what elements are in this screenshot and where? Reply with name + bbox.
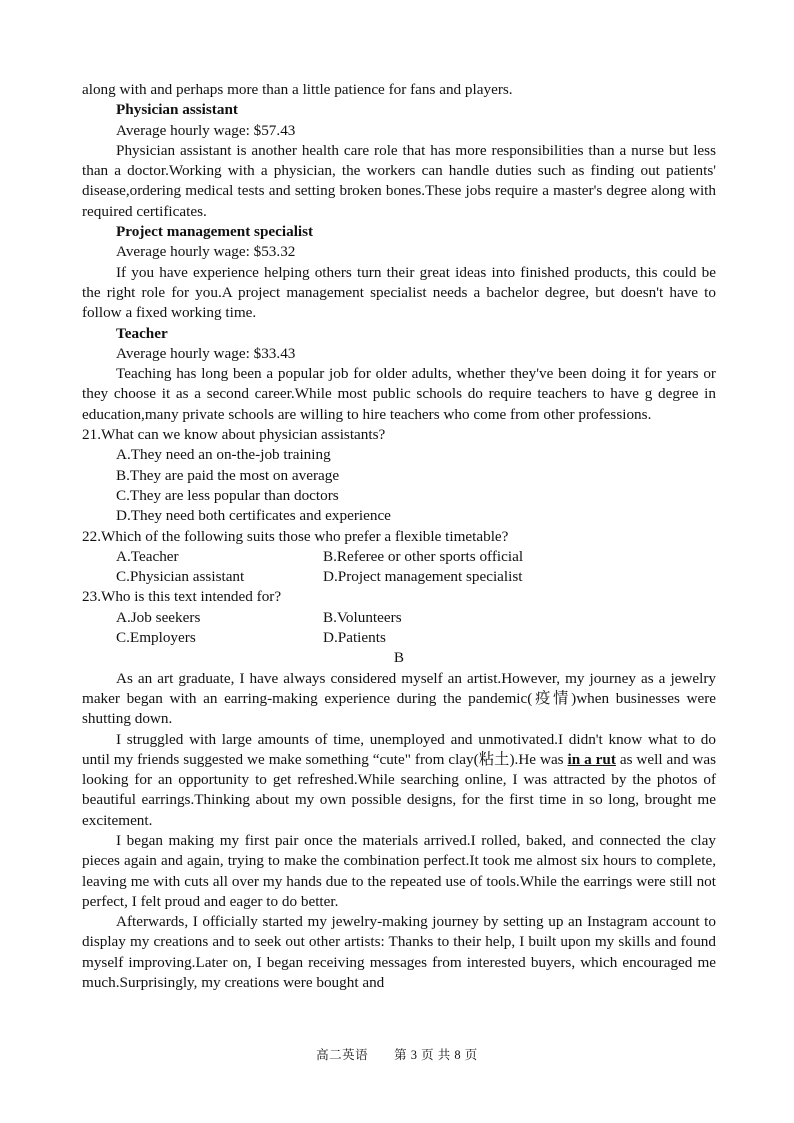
underlined-phrase: in a rut (567, 750, 616, 768)
passage-b-paragraph-4: Afterwards, I officially started my jewelry-making journey by setting up an Instagram account to display my creations and to seek out other artists: Thanks to their help, I built upon my skills and found myself improving.Later on, I began receiving messages from interested buyers, which encouraged me much.Surprisingly, my creations were bought and (82, 913, 716, 992)
question-22-stem: 22.Which of the following suits those who prefer a flexible timetable? (82, 527, 509, 545)
passage-b-paragraph-2-end: as well and was looking for an opportunity to get refreshed.While searching online, I was attracted by the photos of beautiful earrings.Thinking about my own possible designs, for the first time in so long, brought me excitement. (82, 750, 716, 829)
section-b-label: B (393, 649, 405, 667)
question-21-option-c: C.They are less popular than doctors (116, 486, 339, 504)
page-content (82, 80, 716, 993)
question-22-option-c: C.Physician assistant (116, 568, 245, 586)
question-23-option-d: D.Patients (323, 629, 386, 647)
job-wage-teacher: Average hourly wage: $33.43 (116, 344, 296, 362)
question-23-option-a: A.Job seekers (116, 608, 201, 626)
question-23-option-b: B.Volunteers (323, 608, 402, 626)
question-21-option-a: A.They need an on-the-job training (116, 446, 331, 464)
passage-b-paragraph-2 (82, 730, 716, 831)
job-title-physician-assistant: Physician assistant (116, 101, 238, 119)
question-22-option-b: B.Referee or other sports official (323, 547, 524, 565)
question-23-options-row-2 (82, 628, 716, 648)
question-23-option-c: C.Employers (116, 629, 196, 647)
question-23-stem: 23.Who is this text intended for? (82, 588, 282, 606)
question-21-stem: 21.What can we know about physician assistants? (82, 426, 386, 444)
job-description-physician-assistant: Physician assistant is another health care role that has more responsibilities than a nurse but less than a doctor.Working with a physician, the workers can handle duties such as finding out patients' disease,ordering medical tests and setting broken bones.These jobs require a master's degree along with required certificates. (82, 141, 716, 220)
question-21-option-d: D.They need both certificates and experience (116, 507, 391, 525)
job-description-teacher: Teaching has long been a popular job for older adults, whether they've been doing it for years or they choose it as a second career.While most public schools do require teachers to have g degree in education,many private schools are willing to hire teachers who come from other professions. (82, 365, 716, 423)
passage-b-paragraph-1: As an art graduate, I have always considered myself an artist.However, my journey as a jewelry maker began with an earring-making experience during the pandemic(疫情)when businesses were shutting down. (82, 669, 716, 728)
question-22-options-row-2 (82, 567, 716, 587)
job-description-project-management-specialist: If you have experience helping others turn their great ideas into finished products, this could be the right role for you.A project management specialist needs a bachelor degree, but doesn't have to follow a fixed working time. (82, 263, 716, 322)
question-22-options-row-1 (82, 547, 716, 567)
question-22-option-a: A.Teacher (116, 547, 179, 565)
question-21-option-b: B.They are paid the most on average (116, 466, 340, 484)
passage-b-paragraph-2-start: I struggled with large amounts of time, unemployed and unmotivated.I didn't know what to do until my friends suggested we make something “cute" from clay(粘土).He was (82, 730, 716, 768)
passage-b-paragraph-3: I began making my first pair once the materials arrived.I rolled, baked, and connected the clay pieces again and again, trying to make the combination perfect.It took me almost six hours to complete, leaving me with cuts all over my hands due to the repeated use of tools.While the earrings were still not perfect, I felt proud and eager to do better. (82, 831, 716, 910)
question-22-option-d: D.Project management specialist (323, 568, 523, 586)
question-23-options-row-1 (82, 608, 716, 628)
page-footer: 高二英语 第 3 页 共 8 页 (316, 1048, 478, 1062)
job-title-teacher: Teacher (116, 324, 168, 342)
top-paragraph: along with and perhaps more than a little patience for fans and players. (82, 81, 513, 98)
job-title-project-management-specialist: Project management specialist (116, 223, 314, 241)
job-wage-project-management-specialist: Average hourly wage: $53.32 (116, 243, 296, 261)
job-wage-physician-assistant: Average hourly wage: $57.43 (116, 121, 296, 139)
